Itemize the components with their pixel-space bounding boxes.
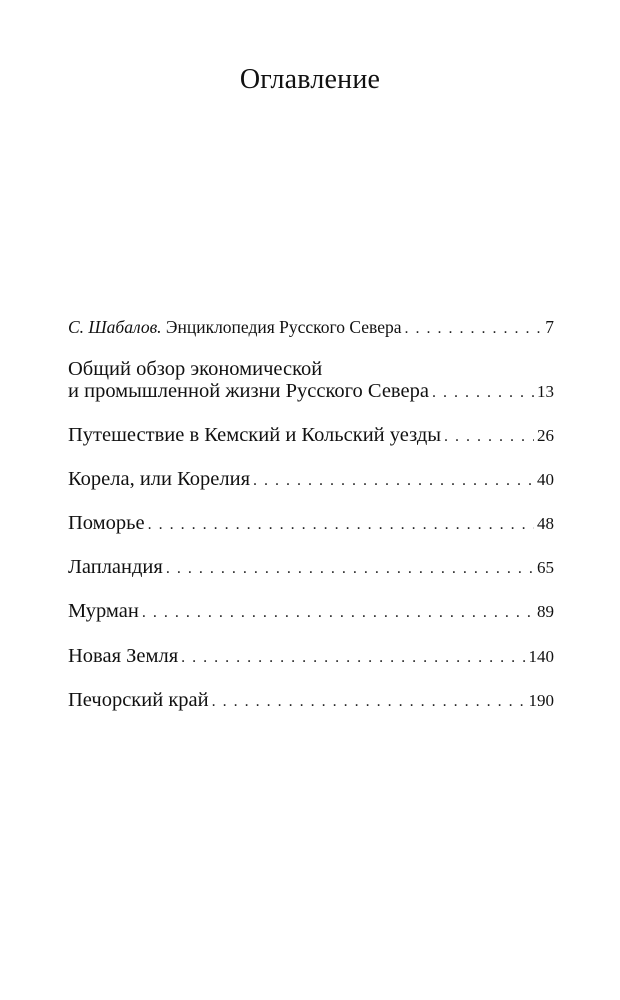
toc-entry-author: С. Шабалов. xyxy=(68,317,162,337)
toc-entry-title: Путешествие в Кемский и Кольский уезды xyxy=(68,424,442,446)
dot-leader xyxy=(148,514,534,536)
toc-entry-page: 190 xyxy=(528,691,554,710)
dot-leader xyxy=(166,558,534,580)
toc-entry-title: Корела, или Корелия xyxy=(68,468,251,490)
toc-entry-title: Печорский край xyxy=(68,689,209,711)
toc-entry-title: Новая Земля xyxy=(68,645,179,667)
dot-leader xyxy=(405,318,543,340)
toc-entry-page: 26 xyxy=(537,426,554,445)
dot-leader xyxy=(181,647,525,669)
toc-entry-economic-overview[interactable] xyxy=(68,358,554,402)
toc-entry-novaya-zemlya[interactable] xyxy=(68,645,554,667)
toc-entry-page: 65 xyxy=(537,558,554,577)
toc-entry-pechora[interactable] xyxy=(68,689,554,711)
toc-entry-title: Лапландия xyxy=(68,556,163,578)
toc-entry-title: Поморье xyxy=(68,512,145,534)
dot-leader xyxy=(212,691,526,713)
toc-entry-page: 13 xyxy=(537,382,554,401)
toc-entry-title: Мурман xyxy=(68,600,139,622)
toc-entry-korela[interactable] xyxy=(68,468,554,490)
toc-entry-page: 48 xyxy=(537,514,554,533)
toc-entry-page: 89 xyxy=(537,602,554,621)
toc-entry-page: 7 xyxy=(545,317,554,337)
dot-leader xyxy=(142,602,534,624)
toc-entry-title-line1: Общий обзор экономической xyxy=(68,358,323,380)
toc-entry-shabalov[interactable] xyxy=(68,316,554,338)
toc-entry-title-line2: и промышленной жизни Русского Севера xyxy=(68,380,429,402)
page-title: Оглавление xyxy=(239,64,381,95)
toc-entry-murman[interactable] xyxy=(68,600,554,622)
toc-entry-page: 40 xyxy=(537,470,554,489)
dot-leader xyxy=(432,382,534,404)
dot-leader xyxy=(253,470,534,492)
toc-entry-laplandiya[interactable] xyxy=(68,556,554,578)
dot-leader xyxy=(444,426,534,448)
toc-entry-kem-kola-journey[interactable] xyxy=(68,424,554,446)
toc-entry-title: Энциклопедия Русского Севера xyxy=(165,317,402,337)
toc-entry-page: 140 xyxy=(528,647,554,666)
toc-entry-pomorye[interactable] xyxy=(68,512,554,534)
